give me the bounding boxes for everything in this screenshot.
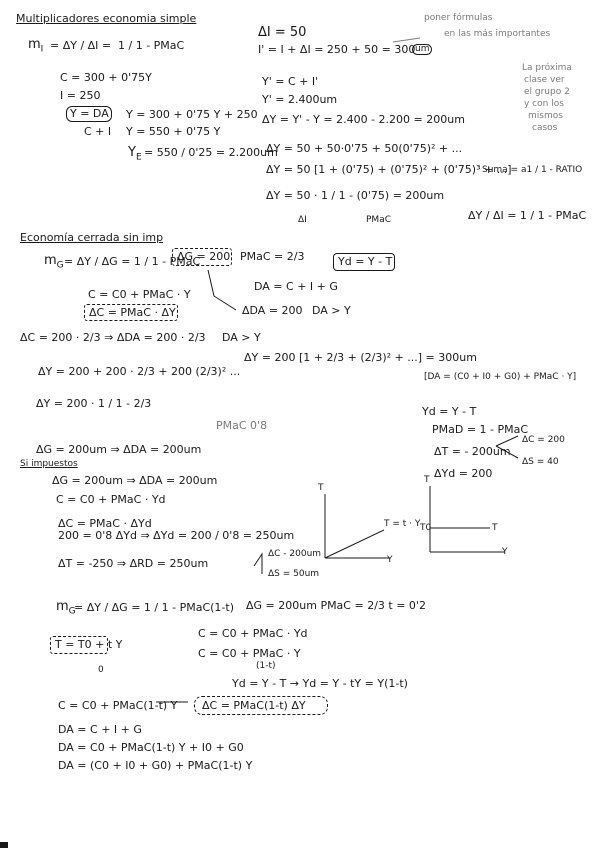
graph2-t-label: T (492, 523, 498, 533)
gov-spending-change: ΔG = 200 (177, 250, 231, 263)
tax-demand-calc: ΔT = -250 ⇒ ΔRD = 250um (58, 557, 209, 570)
c-plus-i-label: C + I (84, 125, 112, 138)
pmac-zero-eight: PMaC 0'8 (216, 419, 268, 432)
new-income-value: Y' = 2.400um (262, 93, 338, 106)
margin-note-line-2: clase ver (524, 75, 565, 85)
gov-income-fraction: ΔY = 200 · 1 / 1 - 2/3 (36, 397, 152, 410)
arrow-label-pmac: PMaC (366, 215, 391, 225)
multiplier-symbol: $m_I$ (28, 37, 44, 55)
section-heading-closed-economy: Economía cerrada sin imp (20, 231, 164, 244)
tax-consumption-change: ΔC = PMaC(1-t) ΔY (202, 699, 306, 712)
consumption-change: ΔC = PMaC · ΔY (89, 306, 176, 319)
aggregate-demand-change: ΔDA = 200 (242, 304, 303, 317)
graph-axis-t: T (318, 483, 324, 493)
tax-consumption-2-factor: (1-t) (256, 661, 276, 671)
margin-note-formulas: poner fórmulas (424, 13, 493, 23)
gov-demand-change: ΔG = 200um ⇒ ΔDA = 200um (36, 443, 202, 456)
income-equation-1: Y = 300 + 0'75 Y + 250 (126, 108, 258, 121)
arrow-label-delta-i: ΔI (298, 215, 307, 225)
margin-note-line-5: mismos (528, 111, 563, 121)
disposable-income-calc: 200 = 0'8 ΔYd ⇒ ΔYd = 200 / 0'8 = 250um (58, 529, 295, 542)
tax-parameters: ΔG = 200um PMaC = 2/3 t = 0'2 (246, 599, 426, 612)
disposable-income-equation: Yd = Y - T (422, 405, 477, 418)
graph2-axis-t: T (424, 475, 430, 485)
tax-gov-demand-change: ΔG = 200um ⇒ ΔDA = 200um (52, 474, 218, 487)
margin-note-line-6: casos (532, 123, 558, 133)
aggregate-demand-equation: DA = C + I + G (254, 280, 338, 293)
consumption-change-minus-200: ΔC - 200um (268, 549, 322, 559)
equilibrium-condition: Y = DA (70, 107, 109, 120)
income-change-bracket: ΔY = 50 [1 + (0'75) + (0'75)² + (0'75)³ + ...] (266, 163, 512, 176)
tax-consumption-3: C = C0 + PMaC(1-t) Y (58, 699, 178, 712)
consumption-change-200: ΔC = 200 (522, 435, 565, 445)
tax-change: ΔT = - 200um (434, 445, 511, 458)
multiplier-formula: 1 / 1 - PMaC (118, 39, 185, 52)
pmac-two-thirds: PMaC = 2/3 (240, 250, 305, 263)
geometric-sum-formula: Suma = a1 / 1 - RATIO (482, 165, 583, 175)
pmad-equation: PMaD = 1 - PMaC (432, 423, 529, 436)
consumption-change-disposable: ΔC = PMaC · ΔYd (58, 517, 152, 530)
new-investment: I' = I + ΔI = 250 + 50 = 300 (258, 43, 416, 56)
tax-multiplier-symbol: $m_G$ (56, 599, 76, 617)
disposable-income-crossed: Yd = Y - T (338, 255, 393, 268)
delta-investment: ΔI = 50 (258, 25, 307, 40)
income-change-result: ΔY = 50 · 1 / 1 - (0'75) = 200um (266, 189, 445, 202)
margin-note-line-1: La próxima (522, 63, 572, 73)
demand-exceeds-income: DA > Y (312, 304, 351, 317)
multiplier-definition: = ΔY / ΔI = (50, 39, 112, 52)
margin-note-line-4: y con los (524, 99, 564, 109)
demand-exceeds-income-2: DA > Y (222, 331, 261, 344)
gov-income-series: ΔY = 200 + 200 · 2/3 + 200 (2/3)² ... (38, 365, 241, 378)
multiplier-final: ΔY / ΔI = 1 / 1 - PMaC (468, 209, 587, 222)
income-change-calc: ΔY = Y' - Y = 2.400 - 2.200 = 200um (262, 113, 465, 126)
savings-change-40: ΔS = 40 (522, 457, 559, 467)
graph-tax-line-label: T = t · Y (384, 519, 421, 529)
income-change-series: ΔY = 50 + 50·0'75 + 50(0'75)² + ... (266, 142, 463, 155)
section-heading-taxes: Si impuestos (20, 459, 78, 469)
equilibrium-income-symbol: $Y_E$ (128, 145, 142, 163)
margin-note-line-3: el grupo 2 (524, 87, 570, 97)
new-income-definition: Y' = C + I' (262, 75, 319, 88)
gov-multiplier-formula: = ΔY / ΔG = 1 / 1 - PMaC (64, 255, 201, 268)
disposable-income-change: ΔYd = 200 (434, 467, 493, 480)
graph2-axis-y: Y (502, 547, 508, 557)
equilibrium-income-value: = 550 / 0'25 = 2.200um (144, 146, 278, 159)
graph-axis-y: Y (387, 555, 393, 565)
tax-aggregate-demand-2: DA = C0 + PMaC(1-t) Y + I0 + G0 (58, 741, 244, 754)
new-investment-circled-unit: um (412, 44, 432, 55)
consumption-disposable: C = C0 + PMaC · Yd (56, 493, 166, 506)
aggregate-demand-bracket: [DA = (C0 + I0 + G0) + PMaC · Y] (424, 372, 577, 382)
investment-equation: I = 250 (60, 89, 101, 102)
income-equation-2: Y = 550 + 0'75 Y (126, 125, 221, 138)
savings-change-50: ΔS = 50um (268, 569, 320, 579)
tax-consumption-2: C = C0 + PMaC · Y (198, 647, 301, 660)
tax-aggregate-demand-3: DA = (C0 + I0 + G0) + PMaC(1-t) Y (58, 759, 253, 772)
consumption-equation: C = 300 + 0'75Y (60, 71, 152, 84)
closed-consumption-equation: C = C0 + PMaC · Y (88, 288, 191, 301)
gov-income-bracket: ΔY = 200 [1 + 2/3 + (2/3)² + ...] = 300um (244, 351, 477, 364)
section-heading-simple-economy: Multiplicadores economia simple (16, 12, 197, 25)
tax-aggregate-demand-1: DA = C + I + G (58, 723, 142, 736)
tax-multiplier-formula: = ΔY / ΔG = 1 / 1 - PMaC(1-t) (74, 601, 234, 614)
tax-function: T = T0 + t Y (55, 638, 123, 651)
tax-function-zero: 0 (98, 665, 104, 675)
consumption-change-calc: ΔC = 200 · 2/3 ⇒ ΔDA = 200 · 2/3 (20, 331, 206, 344)
disposable-income-derivation: Yd = Y - T → Yd = Y - tY = Y(1-t) (232, 677, 408, 690)
graph2-t0-label: T0 (420, 523, 432, 533)
tax-consumption-1: C = C0 + PMaC · Yd (198, 627, 308, 640)
margin-note-formulas-2: en las más importantes (444, 29, 551, 39)
gov-multiplier-symbol: $m_G$ (44, 253, 64, 271)
